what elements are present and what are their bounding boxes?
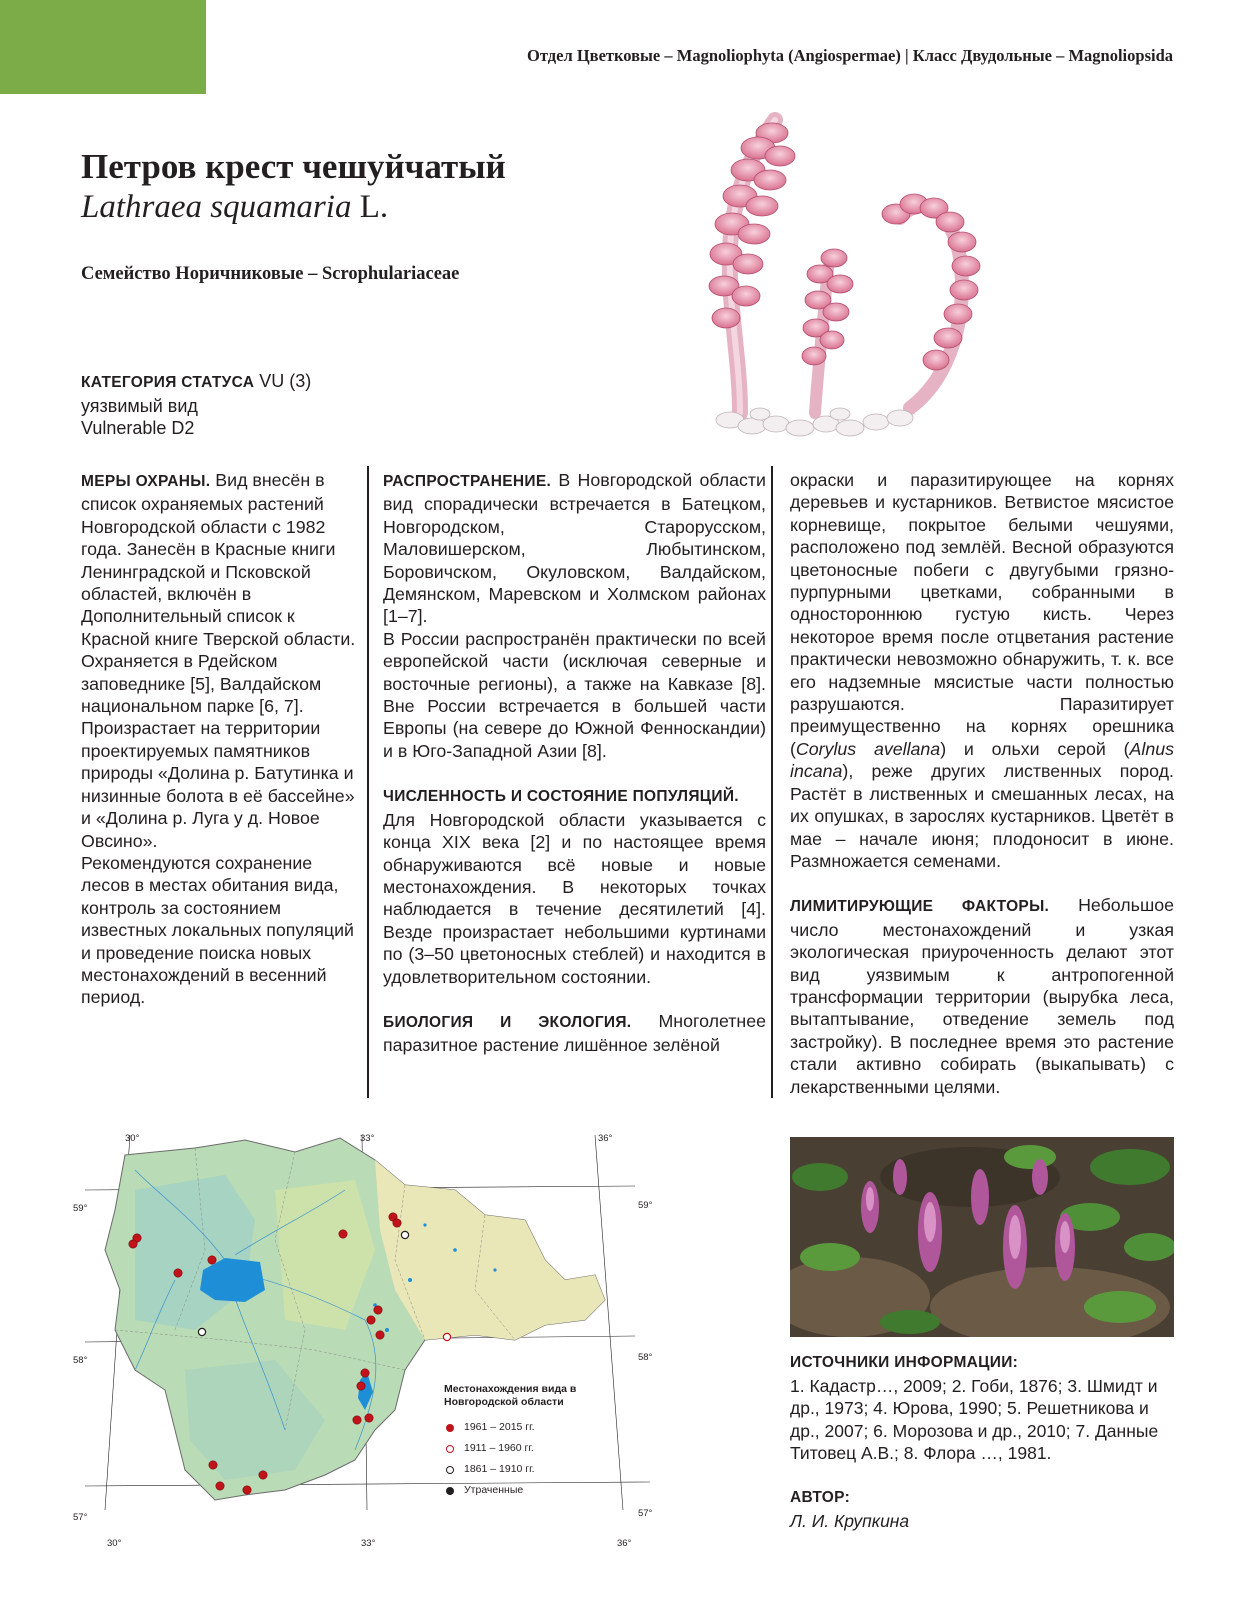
latin-alnus: Alnus incana [790,738,1174,782]
column-divider-2 [771,466,773,1098]
map-lon-label-bottom-1: 30° [107,1538,122,1549]
map-lat-label-left-1: 59° [73,1203,88,1214]
column-protection [81,469,356,1009]
map-records-1911-1960 [443,1333,450,1340]
family-line: Семейство Норичниковые – Scrophulariaceae [81,264,460,284]
biology-paragraph-cont [790,469,1174,872]
map-lon-label-top-3: 36° [598,1133,613,1144]
protection-paragraph [81,469,356,852]
map-lat-label-right-3: 57° [638,1508,653,1519]
taxon-author: L. [359,189,389,225]
limiting-paragraph [790,894,1174,1098]
legend-marker-filled-black [446,1487,454,1495]
biology-text-c: ) и ольхи серой ( [940,738,1130,759]
map-legend [444,1383,604,1501]
illustration-spike-left [709,123,795,328]
protection-recommendations: Рекомендуются сохранение лесов в местах обитания вида, контроль за состоянием известных локальных популяций и проведение поиска новых местонахождений в весенний период. [81,852,354,1008]
legend-label: 1911 – 1960 гг. [464,1442,534,1454]
column-biology [790,469,1174,1098]
illustration-spike-middle [802,249,853,365]
map-lon-label-top-1: 30° [125,1133,140,1144]
running-head: Отдел Цветковые – Magnoliophyta (Angiospermae) | Класс Двудольные – Magnoliopsida [527,46,1173,65]
legend-label: 1961 – 2015 гг. [464,1421,535,1433]
population-label: ЧИСЛЕННОСТЬ И СОСТОЯНИЕ ПОПУЛЯЦИЙ. [383,788,739,806]
column-divider-1 [367,466,369,1098]
population-paragraph [383,784,766,988]
legend-title: Местонахождения вида в Новгородской области [444,1383,577,1408]
author-name: Л. И. Крупкина [790,1510,910,1531]
corner-color-block [0,0,206,94]
species-name-ru: Петров крест чешуйчатый [81,147,506,186]
sources-block [790,1352,1180,1465]
biology-paragraph-start [383,1010,766,1057]
distribution-russia: В России распространён практически по всей европейской части (исключая северные и восточные регионы), а также на Кавказе [8]. Вне России встречается в большей части Европы (на севере до Южной Фенноскандии) и в Юго-Западной Азии [8]. [383,628,766,761]
distribution-paragraph [383,469,766,628]
biology-text-b: окраски и паразитирующее на корнях деревьев и кустарников. Ветвистое мясистое корневище, покрытое белыми чешуями, расположено под землёй. Весной образуются цветоносные побеги с двугубыми грязно-пурпурными цветками, собранными в одностороннюю густую кисть. Через некоторое время после отцветания растение практически невозможно обнаружить, т. к. все его надземные мясистые части полностью разрушаются. Паразитирует преимущественно на корнях орешника ( [790,470,1174,759]
legend-item [444,1459,604,1480]
legend-label: 1861 – 1910 гг. [464,1463,535,1475]
legend-item [444,1438,604,1459]
distribution-text: В Новгородской области вид спорадически встречается в Батецком, Новгородском, Старорусском, Маловишерском, Любытинском, Боровичском, Окуловском, Валдайском, Демянском, Маревском и Холмском районах [1–7]. [383,470,766,627]
protection-label: МЕРЫ ОХРАНЫ. [81,473,211,490]
status-category [81,370,311,440]
map-lat-label-right-1: 59° [638,1200,653,1211]
status-line-3: Vulnerable D2 [81,418,195,438]
author-block [790,1487,909,1532]
status-line-2: уязвимый вид [81,395,198,416]
plant-illustration [700,108,1004,448]
habitat-photo [790,1137,1174,1337]
species-name-latin [81,188,388,228]
limiting-text: Небольшое число местонахождений и узкая экологическая приуроченность делают этот вид уязвимым к антропогенной трансформации территории (вырубка леса, вытаптывание, отведение земель под застройку). В последнее время это растение стали активно собирать (выкапывать) с лекарственными целями. [790,895,1174,1097]
illustration-spike-right [882,194,980,370]
map-lat-label-left-2: 58° [73,1355,88,1366]
legend-item [444,1417,604,1438]
legend-item [444,1480,604,1501]
sources-label: ИСТОЧНИКИ ИНФОРМАЦИИ: [790,1354,1019,1371]
limiting-label: ЛИМИТИРУЮЩИЕ ФАКТОРЫ. [790,898,1050,916]
legend-marker-open-red [446,1445,454,1453]
author-label: АВТОР: [790,1489,851,1506]
map-lon-label-bottom-2: 33° [361,1538,376,1549]
biology-text-start: Многолетнее паразитное растение лишённое зелёной [383,1010,766,1056]
biology-label: БИОЛОГИЯ И ЭКОЛОГИЯ. [383,1013,632,1031]
latin-corylus: Corylus avellana [795,738,941,759]
map-lon-label-top-2: 33° [360,1133,375,1144]
column-distribution [383,469,766,1057]
map-lat-label-right-2: 58° [638,1352,653,1363]
legend-marker-filled-red [446,1424,454,1432]
illustration-stems [730,120,962,413]
status-label: КАТЕГОРИЯ СТАТУСА [81,374,255,391]
sources-text: 1. Кадастр…, 2009; 2. Гоби, 1876; 3. Шмидт и др., 1973; 4. Юрова, 1990; 5. Решетникова и др., 2007; 6. Морозова и др., 2010; 7. Данные Титовец А.В.; 8. Флора …, 1981. [790,1375,1159,1463]
legend-marker-open-black [446,1466,454,1474]
distribution-label: РАСПРОСТРАНЕНИЕ. [383,473,552,490]
protection-text: Вид внесён в список охраняемых растений Новгородской области с 1982 года. Занесён в Красные книги Ленинградской и Псковской областей, включён в Дополнительный список к Красной книге Тверской области. Охраняется в Рдейском заповеднике [5], Валдайском национальном парке [6, 7]. Произрастает на территории проектируемых памятников природы «Долина р. Батутинка и низинные болота в её бассейне» и «Долина р. Луга у д. Новое Овсино». [81,470,356,851]
map-lon-label-bottom-3: 36° [617,1538,632,1549]
status-code: VU (3) [259,371,312,391]
legend-label: Утраченные [464,1484,524,1496]
biology-text-d: ), реже других лиственных пород. Растёт в лиственных и смешанных лесах, на их опушках, в зарослях кустарников. Цветёт в мае – начале июня; плодоносит в июне. Размножается семенами. [790,761,1174,871]
latin-binomial: Lathraea squamaria [81,189,352,225]
population-text: Для Новгородской области указывается с конца XIX века [2] и по настоящее время обнаруживаются всё новые и новые местонахождения. В некоторых точках наблюдается в течение десятилетий [4]. Везде произрастает небольшими куртинами по (3–50 цветоносных стеблей) и находится в удовлетворительном состоянии. [383,809,766,987]
map-lat-label-left-3: 57° [73,1512,88,1523]
